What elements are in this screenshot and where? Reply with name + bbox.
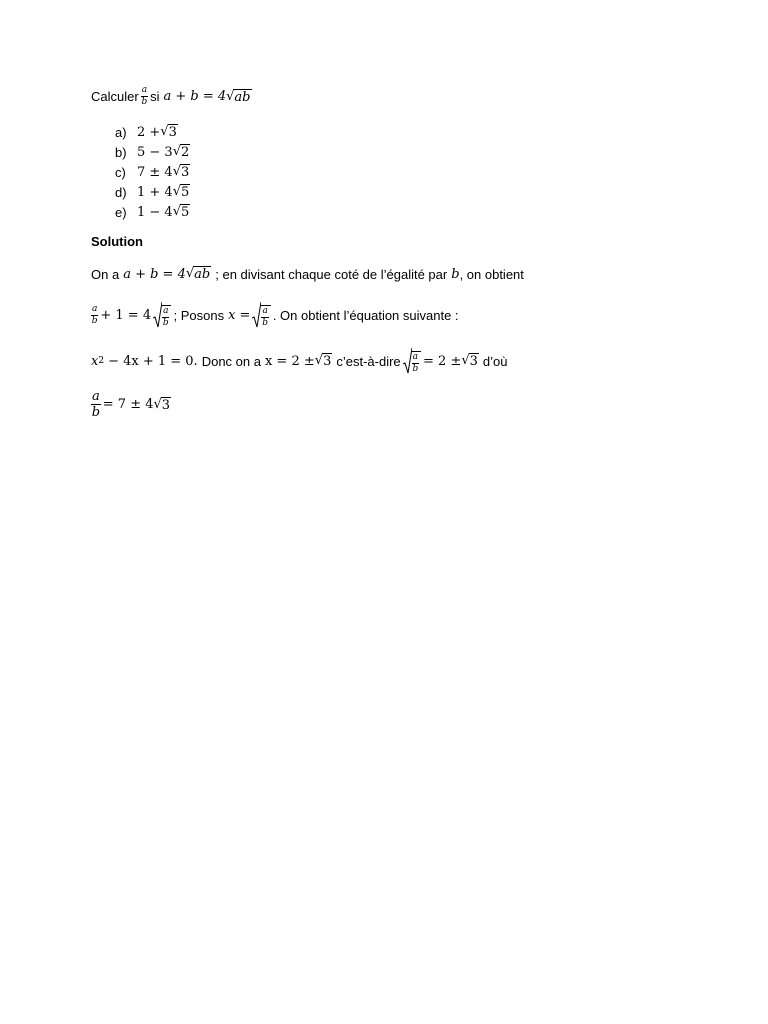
- sqrt-fraction: $\frac{a}{b}$: [153, 302, 171, 328]
- sqrt-ab: √ ab: [185, 266, 211, 282]
- answer-options: [115, 122, 190, 222]
- sqrt: √ 3: [461, 353, 478, 369]
- sqrt: √ 3: [153, 396, 171, 413]
- fraction-a-over-b: $\frac{a}{b}$: [91, 303, 98, 326]
- list-item: c) 7 ± 4 √ 3: [115, 164, 190, 180]
- question-mid: si: [150, 89, 160, 104]
- fraction-a-over-b: $\frac{a}{b}$: [141, 85, 148, 107]
- solution-line-3: x 2 − 4x + 1 = 0. Donc on a x = 2 ± √ 3 c’est-à-dire $\frac{a}{b}$ = 2 ± √ 3 d’où: [91, 348, 508, 374]
- question-equation: a + b = 4: [163, 89, 227, 104]
- list-item: a) 2 + √ 3: [115, 124, 177, 140]
- sqrt: √ 3: [160, 124, 177, 140]
- solution-heading: Solution: [91, 234, 143, 249]
- question-prefix: Calculer: [91, 89, 139, 104]
- sqrt: √ 2: [172, 144, 190, 160]
- list-item: e) 1 − 4 √ 5: [115, 204, 190, 220]
- list-item: b) 5 − 3 √ 2: [115, 144, 190, 160]
- sqrt: √ 3: [172, 164, 190, 180]
- sqrt-fraction: $\frac{a}{b}$: [403, 348, 421, 374]
- sqrt-ab: √ ab: [226, 88, 251, 105]
- sqrt: √ 5: [172, 204, 190, 220]
- solution-line-2: $\frac{a}{b}$ + 1 = 4 $\frac{a}{b}$ ; Posons x = $\frac{a}{b}$ . On obtient l’équation suivante :: [91, 303, 459, 328]
- list-item: d) 1 + 4 √ 5: [115, 184, 190, 200]
- sqrt-fraction: $\frac{a}{b}$: [252, 302, 270, 328]
- solution-line-1: On a a + b = 4 √ ab ; en divisant chaque coté de l’égalité par b , on obtient: [91, 266, 524, 282]
- fraction-a-over-b: $\frac{a}{b}$: [91, 389, 101, 420]
- question-line: [91, 86, 252, 107]
- solution-line-4: $\frac{a}{b}$ = 7 ± 4 √ 3: [91, 389, 171, 420]
- sqrt: √ 3: [314, 353, 332, 369]
- sqrt: √ 5: [172, 184, 190, 200]
